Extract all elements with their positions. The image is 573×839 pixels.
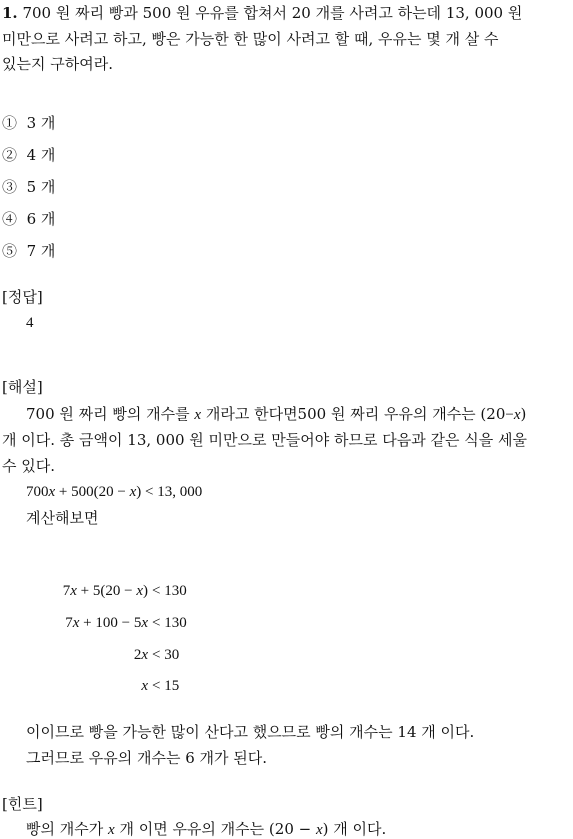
explanation-text: ) [520,405,527,423]
choice-marker: ④ [2,210,18,228]
conclusion-2: 그러므로 우유의 개수는 6 개가 된다. [26,749,268,767]
choice-label: 7 개 [26,242,56,260]
choice-3[interactable] [2,180,55,195]
hint-part: 빵의 개수가 [26,820,108,838]
step-3-rhs: < 30 [152,647,180,663]
explanation-line-2: 개 이다. 총 금액이 13, 000 원 미만으로 만들어야 하므로 다음과 같은 식을 세울 [2,431,527,449]
calc-label: 계산해보면 [26,509,99,527]
answer-heading: [정답] [2,288,43,306]
step-part: 7 [62,583,71,599]
step-1-lhs [63,584,148,599]
choice-5[interactable] [2,244,55,259]
choice-label: 3 개 [26,114,56,132]
variable-x: x [72,615,80,631]
step-part: + 100 − 5 [79,615,142,631]
step-1-rhs: < 130 [152,583,187,599]
choice-marker: ③ [2,178,18,196]
explanation-line-1 [26,407,526,423]
choice-1[interactable] [2,116,55,131]
variable-x: x [315,822,323,838]
step-4-rhs: < 15 [152,678,180,694]
explanation-text: 개라고 한다면500 원 짜리 우유의 개수는 (20 [201,405,506,423]
hint-part: ) 개 이다. [322,820,387,838]
variable-x: x [513,407,521,423]
variable-x: x [129,484,137,500]
variable-x: x [194,407,202,423]
step-part: 2 [133,647,142,663]
question-line-1 [2,6,522,21]
inequality [26,485,202,500]
step-part: + 5(20 − [76,583,137,599]
hint-part: 개 이면 우유의 개수는 (20 − [114,820,316,838]
variable-x: x [141,615,148,631]
question-text-2: 미만으로 사려고 하고, 빵은 가능한 한 많이 사려고 할 때, 우유는 몇 개 살 수 [2,30,499,48]
step-3-lhs [134,648,148,663]
variable-x: x [136,583,143,599]
choice-label: 5 개 [26,178,56,196]
question-number: 1. [2,4,18,22]
answer-value: 4 [26,315,34,331]
choice-2[interactable] [2,148,55,163]
step-4-lhs [141,679,148,694]
choice-label: 6 개 [26,210,56,228]
step-part: ) [143,583,148,599]
explanation-text: 700 원 짜리 빵의 개수를 [26,405,195,423]
step-2-lhs [65,616,148,631]
variable-x: x [108,822,115,838]
question-text-1: 700 원 짜리 빵과 500 원 우유를 합쳐서 20 개를 사려고 하는데 13, 000 원 [22,4,523,22]
minus-sign: − [505,407,514,423]
hint-heading: [힌트] [2,795,43,813]
variable-x: x [48,484,56,500]
ineq-part: 700 [26,484,49,500]
choice-marker: ② [2,146,18,164]
explanation-heading: [해설] [2,378,43,396]
question-text-3: 있는지 구하여라. [2,55,113,73]
variable-x: x [141,647,148,663]
choice-4[interactable] [2,212,55,227]
variable-x: x [70,583,77,599]
variable-x: x [141,678,148,694]
ineq-part: ) < 13, 000 [136,484,203,500]
hint-text [26,822,386,838]
step-2-rhs: < 130 [152,615,187,631]
choice-marker: ① [2,114,18,132]
choice-marker: ⑤ [2,242,18,260]
step-part: 7 [65,615,73,631]
ineq-part: + 500(20 − [55,484,130,500]
explanation-line-3: 수 있다. [2,457,56,475]
choice-label: 4 개 [26,146,56,164]
conclusion-1: 이이므로 빵을 가능한 많이 산다고 했으므로 빵의 개수는 14 개 이다. [26,723,475,741]
